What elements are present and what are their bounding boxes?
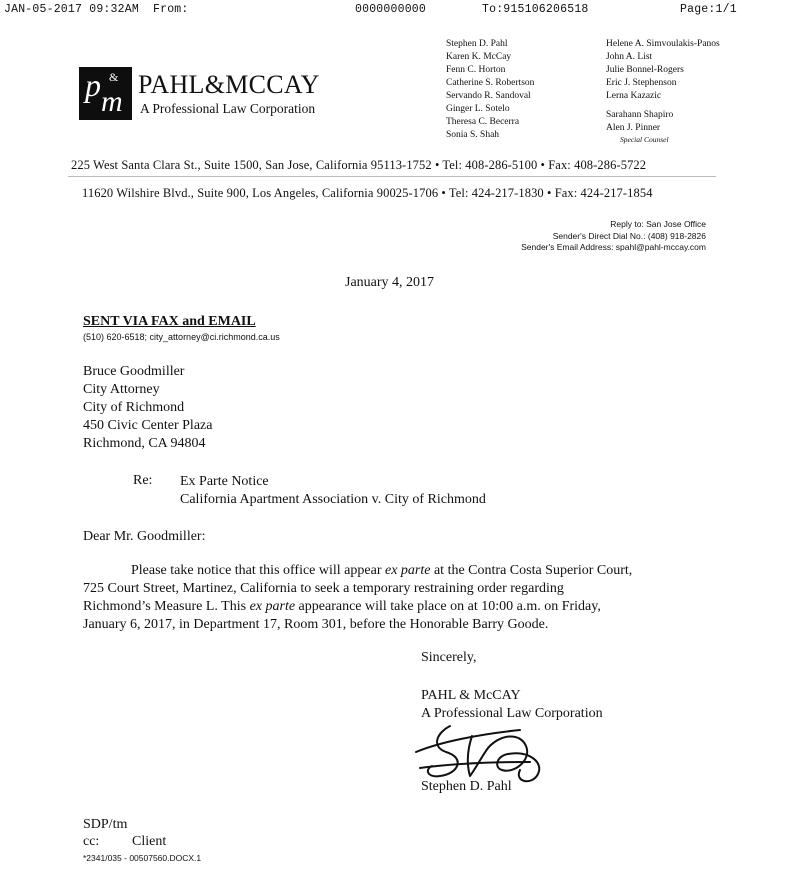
body-line-2: 725 Court Street, Martinez, California to seek a temporary restraining order regarding <box>83 581 564 596</box>
salutation: Dear Mr. Goodmiller: <box>83 529 206 544</box>
body-text: appearance will take place on at 10:00 a.m. on Friday, <box>295 599 601 614</box>
attorney-name: Stephen D. Pahl <box>446 39 508 49</box>
sent-via-details: (510) 620-6518; city_attorney@ci.richmond.ca.us <box>83 332 280 342</box>
letterhead-divider <box>68 176 716 177</box>
body-text: at the Contra Costa Superior Court, <box>430 563 633 578</box>
fax-number: 0000000000 <box>355 3 427 16</box>
body-line-1 <box>83 562 632 580</box>
attorney-list-right <box>606 38 720 144</box>
body-text: Richmond’s Measure L. This <box>83 599 250 614</box>
body-line-3 <box>83 598 632 616</box>
sender-direct-dial: Sender's Direct Dial No.: (408) 918-2826 <box>552 230 706 241</box>
cc-label: cc: <box>83 834 100 849</box>
fax-to: To:915106206518 <box>482 3 589 16</box>
attorney-name: Karen K. McCay <box>446 52 512 62</box>
logo-letter-p: p <box>85 67 101 103</box>
firm-subtitle: A Professional Law Corporation <box>140 101 316 116</box>
signer-name: Stephen D. Pahl <box>421 779 512 794</box>
fax-from-label: From: <box>153 3 189 16</box>
re-line-1: Ex Parte Notice <box>180 474 269 489</box>
recipient-city: Richmond, CA 94804 <box>83 436 206 451</box>
attorney-list-left <box>446 38 534 142</box>
reply-to-office: Reply to: San Jose Office <box>610 219 706 229</box>
recipient-organization: City of Richmond <box>83 400 185 415</box>
recipient-street: 450 Civic Center Plaza <box>83 418 213 433</box>
los-angeles-address: 11620 Wilshire Blvd., Suite 900, Los Angeles, California 90025-1706 • Tel: 424-217-1830 • Fax: 424-217-1854 <box>82 186 653 200</box>
re-label: Re: <box>133 473 153 488</box>
letter-date: January 4, 2017 <box>345 275 435 290</box>
attorney-name: Sonia S. Shah <box>446 130 500 140</box>
attorney-name: Theresa C. Becerra <box>446 117 520 127</box>
logo-ampersand: & <box>109 70 119 84</box>
attorney-name: Catherine S. Robertson <box>446 78 535 88</box>
attorney-name: Ginger L. Sotelo <box>446 104 510 114</box>
attorney-name: Julie Bonnel-Rogers <box>606 65 684 75</box>
attorney-name: Alen J. Pinner <box>606 123 661 133</box>
firm-logo <box>79 67 132 120</box>
sent-via-heading: SENT VIA FAX and EMAIL <box>83 314 256 329</box>
special-counsel-label: Special Counsel <box>620 135 669 144</box>
attorney-name: Lerna Kazazic <box>606 91 662 101</box>
body-text: Please take notice that this office will appear <box>131 563 385 578</box>
signature-firm-subtitle: A Professional Law Corporation <box>421 706 603 721</box>
reply-info <box>521 219 706 254</box>
signature-firm-name: PAHL & McCAY <box>421 688 521 703</box>
body-line-4: January 6, 2017, in Department 17, Room 301, before the Honorable Barry Goode. <box>83 617 549 632</box>
body-paragraph <box>83 562 632 634</box>
fax-datetime: JAN-05-2017 09:32AM <box>4 3 139 16</box>
recipient-title: City Attorney <box>83 382 160 397</box>
attorney-name: Eric J. Stephenson <box>606 78 677 88</box>
attorney-name: Helene A. Simvoulakis-Panos <box>606 39 720 49</box>
recipient-name: Bruce Goodmiller <box>83 364 185 379</box>
recipient-address <box>83 363 212 453</box>
logo-letter-m: m <box>101 85 123 118</box>
attorney-name: Sarahann Shapiro <box>606 110 674 120</box>
fax-page: Page:1/1 <box>680 3 737 16</box>
document-id: *2341/035 - 00507560.DOCX.1 <box>83 853 202 863</box>
body-emphasis: ex parte <box>384 563 431 578</box>
re-line-2: California Apartment Association v. City of Richmond <box>180 492 486 507</box>
closing: Sincerely, <box>421 650 477 665</box>
attorney-name: John A. List <box>606 52 653 62</box>
san-jose-address: 225 West Santa Clara St., Suite 1500, San Jose, California 95113-1752 • Tel: 408-286-5100 • Fax: 408-286-5722 <box>71 158 647 172</box>
cc-value: Client <box>132 834 167 849</box>
re-subject <box>180 473 486 509</box>
initials: SDP/tm <box>83 817 128 832</box>
attorney-name: Fenn C. Horton <box>446 65 506 75</box>
attorney-name: Servando R. Sandoval <box>446 91 531 101</box>
firm-name: PAHL&MCCAY <box>138 70 320 99</box>
body-emphasis: ex parte <box>249 599 296 614</box>
sender-email: Sender's Email Address: spahl@pahl-mccay.com <box>521 242 706 252</box>
